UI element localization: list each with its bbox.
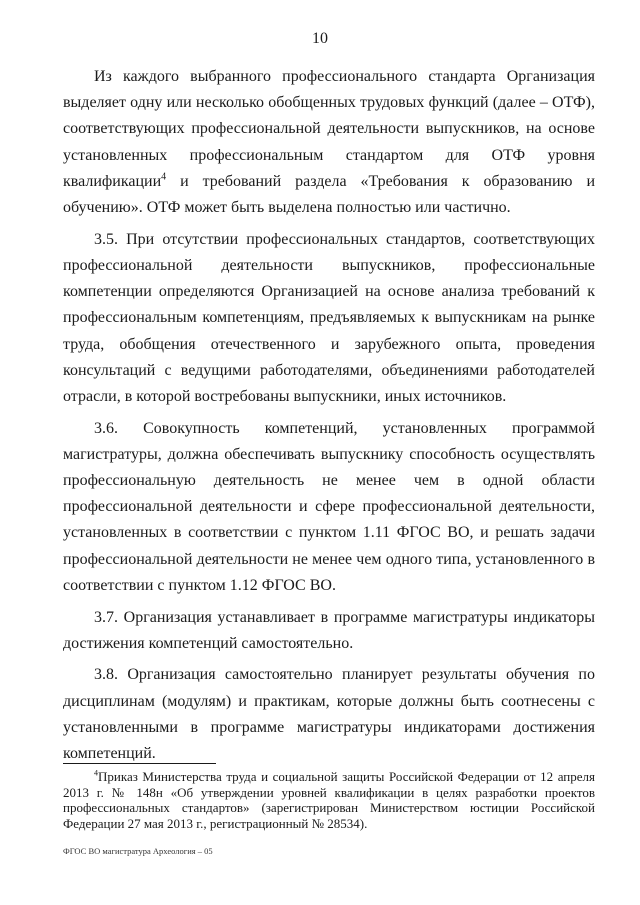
paragraph-otf xyxy=(63,64,595,221)
footnote-text: Приказ Министерства труда и социальной защиты Российской Федерации от 12 апреля 2013 г. № 148н «Об утверждении уровней квалификации в целях разработки проектов профессиональных стандартов» (зарегистрирован Министерством юстиции Российской Федерации 27 мая 2013 г., регистрационный № 28534). xyxy=(63,769,595,831)
paragraph-3-5: 3.5. При отсутствии профессиональных стандартов, соответствующих профессиональной деятельности выпускников, профессиональные компетенции определяются Организацией на основе анализа требований к профессиональным компетенциям, предъявляемых к выпускникам на рынке труда, обобщения отечественного и зарубежного опыта, проведения консультаций с ведущими работодателями, объединениями работодателей отрасли, в которой востребованы выпускники, иных источников. xyxy=(63,230,595,405)
paragraph-otf-text: Из каждого выбранного профессионального стандарта Организация выделяет одну или несколько обобщенных трудовых функций (далее – ОТФ), соответствующих профессиональной деятельности выпускников, на основе установленных профессиональным стандартом для ОТФ уровня квалификации xyxy=(63,68,595,190)
footnote xyxy=(63,769,595,831)
page-number: 10 xyxy=(312,30,328,47)
paragraph-3-7: 3.7. Организация устанавливает в программе магистратуры индикаторы достижения компетенций самостоятельно. xyxy=(63,608,595,652)
footnote-reference: 4 xyxy=(161,171,167,183)
paragraph-3-6: 3.6. Совокупность компетенций, установленных программой магистратуры, должна обеспечивать выпускнику способность осуществлять профессиональную деятельность не менее чем в одной области профессиональной деятельности и сфере профессиональной деятельности, установленных в соответствии с пунктом 1.11 ФГОС ВО, и решать задачи профессиональной деятельности не менее чем одного типа, установленного в соответствии с пунктом 1.12 ФГОС ВО. xyxy=(63,419,595,594)
footnote-marker: 4 xyxy=(94,768,98,778)
body-text xyxy=(63,64,595,773)
paragraph-3-8: 3.8. Организация самостоятельно планирует результаты обучения по дисциплинам (модулям) и практикам, которые должны быть соотнесены с установленными в программе магистратуры индикаторами достижения компетенций. xyxy=(63,666,595,763)
paragraph-otf-text-after: и требований раздела «Требования к образованию и обучению». ОТФ может быть выделена полностью или частично. xyxy=(63,172,595,217)
page-footer: ФГОС ВО магистратура Археология – 05 xyxy=(63,846,213,856)
footnote-divider xyxy=(63,763,216,764)
